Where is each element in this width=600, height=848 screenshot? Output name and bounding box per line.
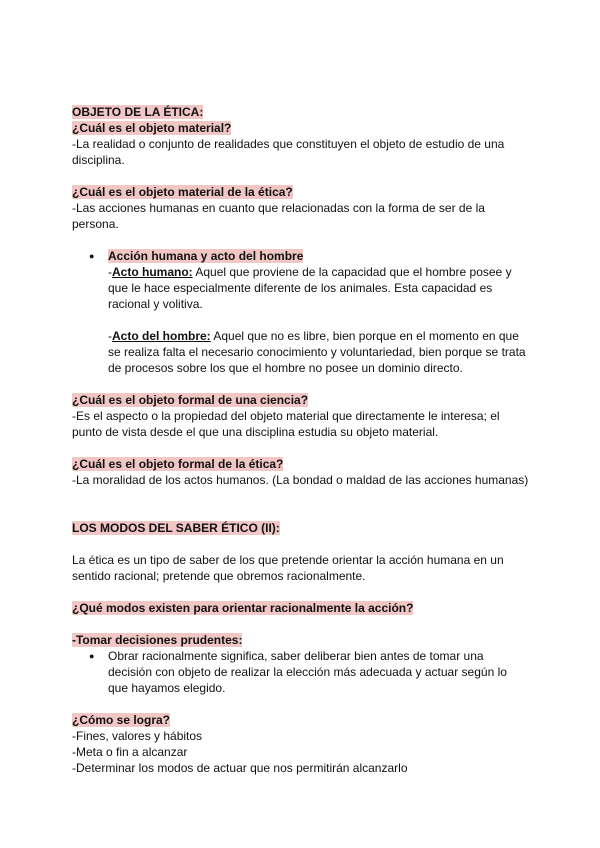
paragraph-etica: La ética es un tipo de saber de los que pretende orientar la acción humana en un sentido racional; pretende que obremos racionalmente. xyxy=(72,553,504,583)
section-como-logra xyxy=(72,712,532,776)
question-heading: ¿Cómo se logra? xyxy=(72,713,171,727)
answer-text: -Las acciones humanas en cuanto que relacionadas con la forma de ser de la persona. xyxy=(72,201,485,231)
section-title: OBJETO DE LA ÉTICA: xyxy=(72,105,204,119)
answer-text: -La moralidad de los actos humanos. (La bondad o maldad de las acciones humanas) xyxy=(72,473,529,487)
definition-acto-humano: -Acto humano: Aquel que proviene de la capacidad que el hombre posee y que le hace especialmente diferente de los animales. Esta capacidad es racional y volitiva. xyxy=(108,265,512,311)
section-objeto-formal-etica xyxy=(72,456,532,488)
section-modos-saber xyxy=(72,520,532,536)
term-acto-humano: Acto humano: xyxy=(112,265,193,279)
list-item: -Determinar los modos de actuar que nos permitirán alcanzarlo xyxy=(72,761,408,775)
answer-text: -La realidad o conjunto de realidades que constituyen el objeto de estudio de una disciplina. xyxy=(72,137,505,167)
bullet-icon: ● xyxy=(89,251,95,261)
definition-text: Aquel que no es libre, bien porque en el momento en que se realiza falta el necesario conocimiento y voluntariedad, bien porque se trata de procesos sobre los que el hombre no posee un dominio directo. xyxy=(108,329,526,375)
bullet-icon: ● xyxy=(89,651,95,661)
section-objeto-etica xyxy=(72,104,532,168)
definition-text: Aquel que proviene de la capacidad que el hombre posee y que le hace especialmente diferente de los animales. Esta capacidad es racional y volitiva. xyxy=(108,265,512,311)
definition-acto-hombre: -Acto del hombre: Aquel que no es libre, bien porque en el momento en que se realiza falta el necesario conocimiento y voluntariedad, bien porque se trata de procesos sobre los que el hombre no posee un dominio directo. xyxy=(108,329,526,375)
section-title: LOS MODOS DEL SABER ÉTICO (II): xyxy=(72,521,280,535)
bullet-text: Obrar racionalmente significa, saber deliberar bien antes de tomar una decisión con objeto de realizar la elección más adecuada y actuar según lo que hayamos elegido. xyxy=(108,649,507,695)
subheading-decisiones xyxy=(72,632,532,648)
answer-text: -Es el aspecto o la propiedad del objeto material que directamente le interesa; el punto de vista desde el que una disciplina estudia su objeto material. xyxy=(72,409,500,439)
section-modos-orientar xyxy=(72,600,532,616)
bullet-title: Acción humana y acto del hombre xyxy=(108,249,304,263)
list-item: -Meta o fin a alcanzar xyxy=(72,745,188,759)
term-acto-hombre: Acto del hombre: xyxy=(112,329,211,343)
question-heading: ¿Cuál es el objeto formal de una ciencia? xyxy=(72,393,309,407)
question-heading: ¿Cuál es el objeto material de la ética? xyxy=(72,185,293,199)
question-heading: ¿Qué modos existen para orientar racionalmente la acción? xyxy=(72,601,414,615)
subheading: -Tomar decisiones prudentes: xyxy=(72,633,243,647)
list-item: -Fines, valores y hábitos xyxy=(72,729,203,743)
section-objeto-material-etica xyxy=(72,184,532,232)
question-heading: ¿Cuál es el objeto material? xyxy=(72,121,232,135)
section-objeto-formal-ciencia xyxy=(72,392,532,440)
question-heading: ¿Cuál es el objeto formal de la ética? xyxy=(72,457,284,471)
